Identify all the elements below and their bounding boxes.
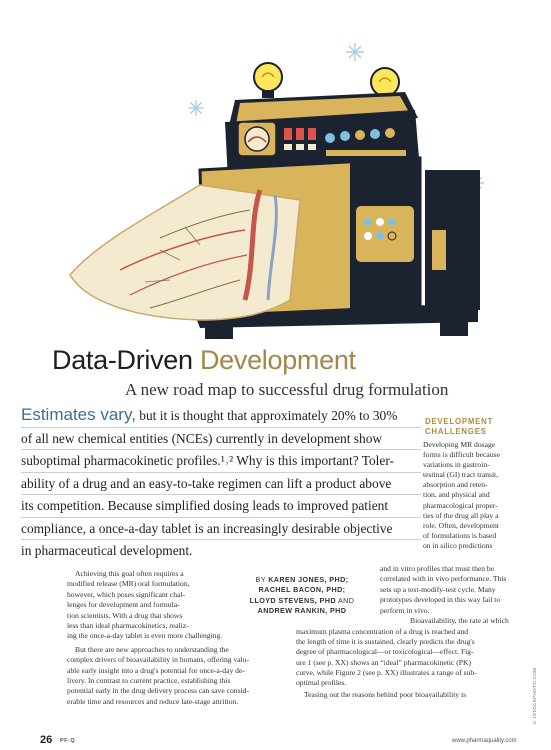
snowflake-icon (346, 43, 364, 61)
lead-line: Estimates vary, but it is thought that approximately 20% to 30% (21, 404, 421, 428)
text-line: Teasing out the reasons behind poor bioavailability is (304, 690, 467, 700)
lead-line: compliance, a once-a-day tablet is an increasingly desirable objective (21, 518, 421, 541)
body-column-right-top (380, 564, 520, 626)
text-line: modified release (MR) oral formulation, (67, 579, 190, 589)
body-column-right-bottom (296, 627, 518, 700)
text-line: maximum plasma concentration of a drug is reached and (296, 627, 469, 636)
text-line: less than ideal pharmacokinetics, realiz- (67, 621, 189, 631)
magazine-name: PF·Q (60, 738, 76, 744)
author-byline: BY KAREN JONES, PHD; RACHEL BACON, PHD; LLOYD STEVENS, PHD AND ANDREW RANKIN, PHD (249, 575, 355, 615)
light-bulb-icon (254, 63, 282, 98)
author-name: ANDREW RANKIN, PHD (257, 605, 347, 615)
text-line: tion, and physical and (423, 490, 490, 500)
lead-paragraph (21, 404, 421, 562)
text-line: ure 1 (see p. XX) shows an “ideal” pharmacokinetic (PK) (296, 657, 472, 667)
text-line: role. Often, development (423, 520, 499, 530)
dial-gauge-icon (245, 127, 269, 151)
text-line: absorption and reten- (423, 480, 488, 490)
text-line: the length of time it is sustained, clearly predicts the drug's (296, 637, 475, 647)
text-line: livery. In contrast to current practice, establishing this (67, 676, 231, 686)
text-line: sets up a test-modify-test cycle. Many (380, 584, 496, 594)
text-line: Achieving this goal often requires a (75, 569, 184, 578)
text-line: testinal (GI) tract transit, (423, 470, 499, 480)
lead-line: in pharmaceutical development. (21, 543, 193, 558)
footer-url[interactable]: www.pharmaquality.com (452, 738, 517, 744)
article-subtitle: A new road map to successful drug formulation (125, 380, 449, 399)
text-line: curve, while Figure 2 (see p. XX) illustrates a range of sub- (296, 667, 477, 677)
text-line: tion scientists. With a drug that shows (67, 610, 183, 620)
text-line: Developing MR dosage (423, 440, 496, 449)
body-column-left (67, 569, 250, 707)
text-line: correlated with in vivo performance. This (380, 574, 507, 584)
author-name: KAREN JONES, PHD; (268, 575, 349, 584)
text-line: however, which poses significant chal- (67, 589, 185, 599)
text-line: Bioavailability, the rate at which (410, 616, 509, 626)
text-line: and in vitro profiles that must then be (380, 564, 495, 573)
text-line: But there are new approaches to understanding the (75, 644, 229, 654)
author-name: RACHEL BACON, PHD; (258, 585, 346, 595)
snowflake-icon (188, 100, 204, 116)
text-line: lenges for development and formula- (67, 600, 180, 610)
text-line: of formulations is based (423, 530, 497, 540)
text-line: erable time and resources and reduce late-stage attrition. (67, 696, 239, 706)
text-line: pharmacological proper- (423, 500, 498, 510)
lead-kicker: Estimates vary, (21, 405, 136, 424)
machine-illustration (0, 0, 551, 345)
article-title (52, 344, 522, 376)
lead-line: suboptimal pharmacokinetic profiles.¹˒² Why is this important? Toler- (21, 450, 421, 473)
author-name: LLOYD STEVENS, PHD (249, 595, 336, 605)
text-line: ing the once-a-day tablet is even more challenging. (67, 631, 223, 641)
text-line: on in silico predictions (423, 540, 493, 550)
sidebar-heading: DEVELOPMENT CHALLENGES (425, 417, 494, 436)
text-line: forms is difficult because (423, 450, 500, 460)
title-main: Data-Driven (52, 345, 200, 375)
photo-credit: © ISTOCKPHOTO.COM (532, 667, 537, 725)
sidebar-body (423, 440, 536, 551)
text-line: able early insight into a drug's potential for once-a-day de- (67, 665, 245, 675)
text-line: degree of pharmacological—or toxicological—effect. Fig- (296, 647, 474, 657)
lead-line: ability of a drug and an easy-to-take regimen can lift a product above (21, 473, 421, 496)
lead-line: its competition. Because simplified dosing leads to improved patient (21, 495, 421, 518)
text-line: perform in vivo. (380, 605, 430, 615)
text-line: ties of the drug all play a (423, 510, 499, 520)
page-number: 26 (40, 734, 53, 746)
text-line: prototypes developed in this way fail to (380, 595, 501, 605)
lead-line: of all new chemical entities (NCEs) currently in development show (21, 428, 421, 451)
anatomy-scroll-icon (70, 185, 300, 320)
text-line: variations in gastroin- (423, 460, 490, 470)
title-accent: Development (199, 345, 356, 375)
text-line: potential early in the drug delivery process can save consid- (67, 686, 249, 696)
text-line: complex drivers of bioavailability in humans, offering valu- (67, 655, 250, 665)
text-line: optimal profiles. (296, 678, 347, 688)
